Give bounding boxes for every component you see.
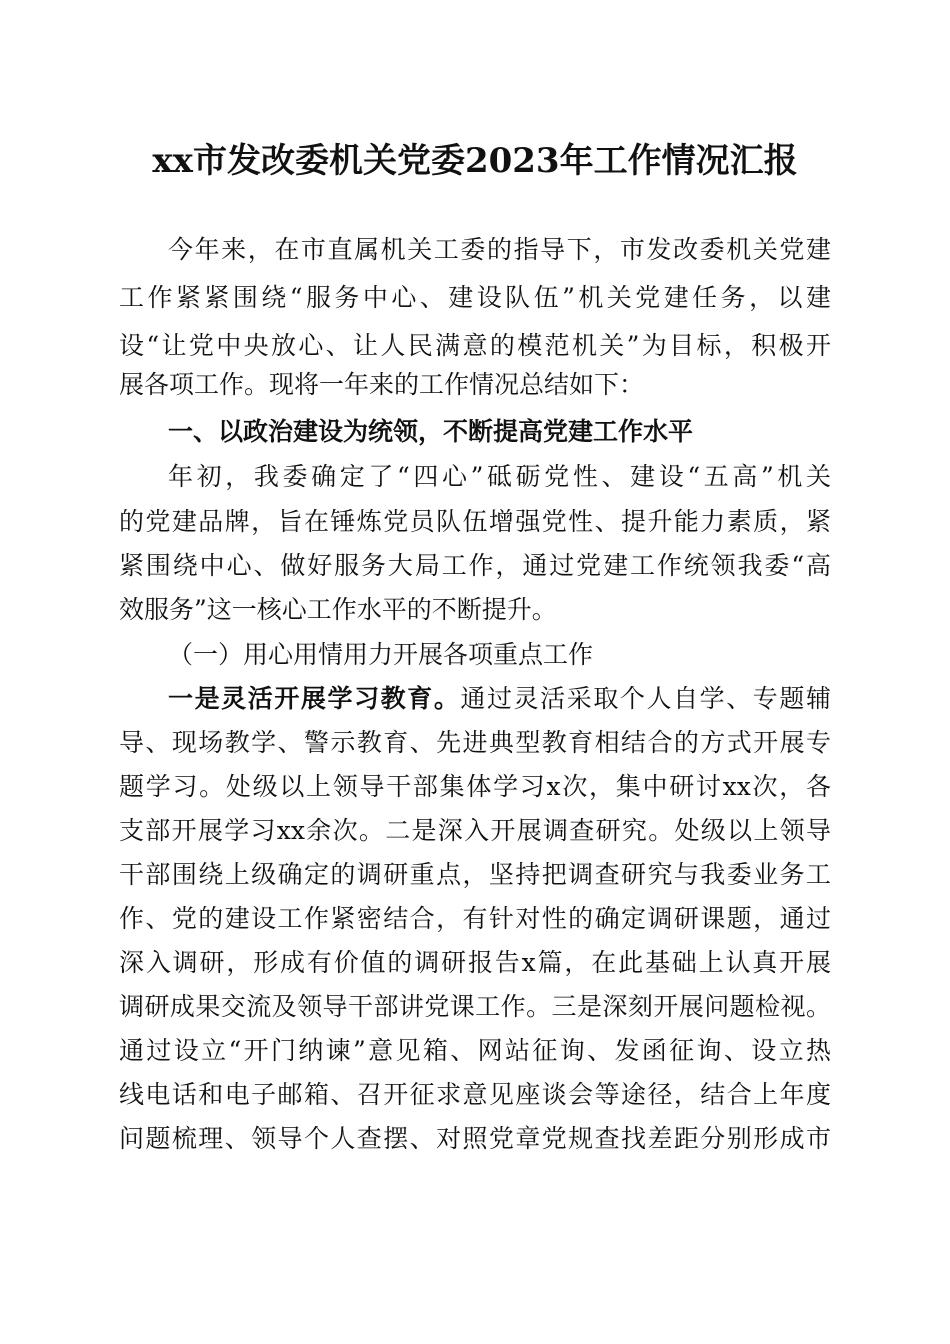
paragraph-line: 的党建品牌，旨在锤炼党员队伍增强党性、提升能力素质，紧 <box>119 507 831 536</box>
paragraph-line: 设“让党中央放心、让人民满意的模范机关”为目标，积极开 <box>119 331 831 360</box>
subsection-heading: （一）用心用情用力开展各项重点工作 <box>168 640 594 669</box>
paragraph-line: 效服务”这一核心工作水平的不断提升。 <box>119 595 557 624</box>
paragraph-line: 作、党的建设工作紧密结合，有针对性的确定调研课题，通过 <box>119 904 831 933</box>
paragraph-line: 题学习。处级以上领导干部集体学习x次，集中研讨xx次，各 <box>119 772 831 801</box>
section-heading: 一、以政治建设为统领，不断提高党建工作水平 <box>168 417 694 446</box>
paragraph-line: 展各项工作。现将一年来的工作情况总结如下： <box>119 370 645 399</box>
paragraph-line: 调研成果交流及领导干部讲党课工作。三是深刻开展问题检视。 <box>119 992 831 1021</box>
paragraph-lead: 一是灵活开展学习教育。 <box>168 684 461 713</box>
paragraph-line: 工作紧紧围绕“服务中心、建设队伍”机关党建任务，以建 <box>119 283 831 312</box>
paragraph-line: 深入调研，形成有价值的调研报告x篇，在此基础上认真开展 <box>119 948 831 977</box>
paragraph-line: 通过设立“开门纳谏”意见箱、网站征询、发函征询、设立热 <box>119 1036 831 1065</box>
paragraph-line <box>168 679 831 719</box>
paragraph-line: 线电话和电子邮箱、召开征求意见座谈会等途径，结合上年度 <box>119 1080 831 1109</box>
document-title: xx市发改委机关党委2023年工作情况汇报 <box>152 141 798 181</box>
paragraph-line-rest: 通过灵活采取个人自学、专题辅 <box>460 684 831 713</box>
paragraph-line: 导、现场教学、警示教育、先进典型教育相结合的方式开展专 <box>119 728 831 757</box>
paragraph-line: 今年来，在市直属机关工委的指导下，市发改委机关党建 <box>168 235 831 264</box>
paragraph-line: 问题梳理、领导个人查摆、对照党章党规查找差距分别形成市 <box>119 1124 831 1153</box>
paragraph-line: 紧围绕中心、做好服务大局工作，通过党建工作统领我委“高 <box>119 551 831 580</box>
paragraph-line: 支部开展学习xx余次。二是深入开展调查研究。处级以上领导 <box>119 816 831 845</box>
paragraph-line: 年初，我委确定了“四心”砥砺党性、建设“五高”机关 <box>168 462 831 491</box>
paragraph-line: 干部围绕上级确定的调研重点，坚持把调查研究与我委业务工 <box>119 860 831 889</box>
